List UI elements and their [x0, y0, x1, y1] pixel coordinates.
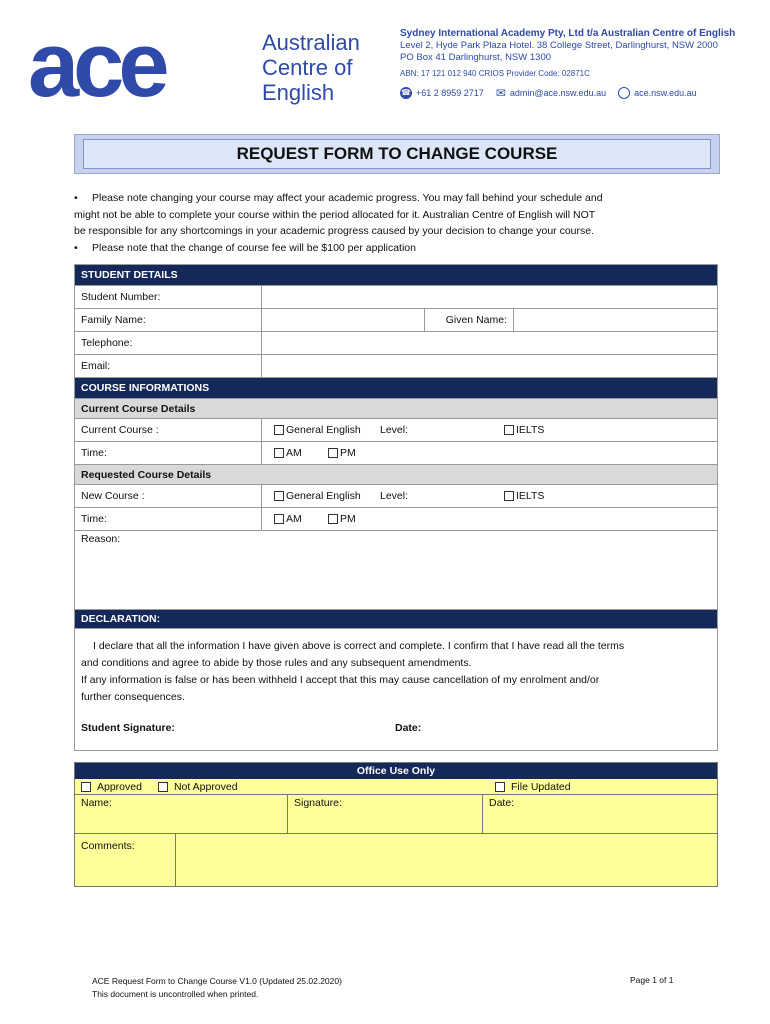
- current-pm-option[interactable]: PM: [328, 447, 356, 459]
- requested-course-subheader: Requested Course Details: [75, 464, 717, 484]
- declaration-line-2: and conditions and agree to abide by those rules and any subsequent amendments.: [81, 657, 472, 669]
- new-ielts-option[interactable]: IELTS: [504, 490, 544, 502]
- new-pm-option[interactable]: PM: [328, 513, 356, 525]
- website-text[interactable]: ace.nsw.edu.au: [634, 88, 697, 98]
- new-level-label: Level:: [380, 490, 409, 502]
- new-am-option[interactable]: AM: [274, 513, 302, 525]
- file-updated-checkbox[interactable]: [495, 782, 505, 792]
- note-2: Please note that the change of course fee will be $100 per application: [92, 241, 416, 254]
- email-label: Email:: [75, 355, 262, 377]
- not-approved-label: Not Approved: [173, 780, 238, 793]
- org-address-1: Level 2, Hyde Park Plaza Hotel. 38 College Street, Darlinghurst, NSW 2000: [400, 40, 718, 51]
- approved-label: Approved: [97, 780, 142, 793]
- checkbox-icon[interactable]: [504, 491, 514, 501]
- footer-uncontrolled: This document is uncontrolled when printed.: [92, 989, 259, 999]
- approved-checkbox[interactable]: [81, 782, 91, 792]
- new-course-options: [262, 485, 717, 507]
- comments-field[interactable]: [176, 834, 717, 886]
- checkbox-icon[interactable]: [328, 448, 338, 458]
- org-address-2: PO Box 41 Darlinghurst, NSW 1300: [400, 52, 552, 63]
- date-label: Date:: [395, 722, 422, 734]
- logo-tagline: [262, 30, 392, 105]
- given-name-label: Given Name:: [425, 309, 514, 331]
- checkbox-icon[interactable]: [274, 425, 284, 435]
- new-course-label: New Course :: [75, 485, 262, 507]
- given-name-field[interactable]: [514, 309, 717, 331]
- email-text[interactable]: admin@ace.nsw.edu.au: [509, 88, 607, 98]
- footer: [92, 975, 342, 1001]
- note-1-line-2: might not be able to complete your course within the period allocated for it. Australian Centre of English will NOT: [74, 208, 596, 221]
- new-general-english-option[interactable]: General English: [274, 490, 361, 502]
- student-details-header: STUDENT DETAILS: [75, 265, 717, 285]
- org-ids: ABN: 17 121 012 940 CRIOS Provider Code: 02871C: [400, 69, 590, 78]
- tagline-line-1: Australian: [262, 30, 360, 55]
- office-use-header: Office Use Only: [75, 763, 717, 779]
- student-number-field[interactable]: [262, 286, 717, 308]
- form-title: REQUEST FORM TO CHANGE COURSE: [236, 144, 558, 163]
- new-time-label: Time:: [75, 508, 262, 530]
- contact-bar: [400, 86, 760, 100]
- current-general-english-option[interactable]: General English: [274, 424, 361, 436]
- reason-label: Reason:: [81, 533, 121, 545]
- new-time-options: [262, 508, 717, 530]
- course-info-header: COURSE INFORMATIONS: [75, 377, 717, 398]
- file-updated-label: File Updated: [511, 780, 571, 793]
- checkbox-icon[interactable]: [274, 491, 284, 501]
- notes: • Please note changing your course may affect your academic progress. You may fall behind your schedule and might not be able to complete your course within the period allocated for it. Australian Centre of English will NOT be responsible for any shortcomings in your academic progress caused by your decision to change your course. • Please note that the change of course fee will be $100 per application: [74, 190, 724, 256]
- declaration-line-3: If any information is false or has been withheld I accept that this may cause cancellation of my enrolment and/or: [81, 674, 600, 686]
- student-signature-label: Student Signature:: [81, 722, 175, 734]
- form-title-box: [74, 134, 720, 174]
- email-field[interactable]: [262, 355, 717, 377]
- declaration-body: [75, 628, 717, 750]
- student-number-label: Student Number:: [75, 286, 262, 308]
- checkbox-icon[interactable]: [328, 514, 338, 524]
- current-time-label: Time:: [75, 442, 262, 464]
- logo-mark: ace: [28, 28, 164, 108]
- not-approved-checkbox[interactable]: [158, 782, 168, 792]
- tagline-line-2: Centre of: [262, 55, 353, 80]
- footer-version: ACE Request Form to Change Course V1.0 (Updated 25.02.2020): [92, 976, 342, 986]
- current-ielts-option[interactable]: IELTS: [504, 424, 544, 436]
- current-course-subheader: Current Course Details: [75, 398, 717, 418]
- student-course-table: [74, 264, 718, 751]
- telephone-label: Telephone:: [75, 332, 262, 354]
- organization-details: [400, 28, 760, 78]
- tagline-line-3: English: [262, 80, 335, 105]
- checkbox-icon[interactable]: [274, 448, 284, 458]
- office-name-field[interactable]: Name:: [75, 795, 288, 833]
- current-level-label: Level:: [380, 424, 409, 436]
- phone-icon: ☎: [401, 88, 411, 97]
- note-1-line-1: Please note changing your course may affect your academic progress. You may fall behind your schedule and: [92, 192, 603, 204]
- current-time-options: [262, 442, 717, 464]
- family-name-field[interactable]: [262, 309, 425, 331]
- comments-label: Comments:: [75, 834, 176, 886]
- family-name-label: Family Name:: [75, 309, 262, 331]
- globe-icon: [618, 87, 630, 99]
- reason-field[interactable]: [75, 530, 717, 609]
- declaration-header: DECLARATION:: [75, 609, 717, 628]
- declaration-line-4: further consequences.: [81, 691, 185, 703]
- page-number: Page 1 of 1: [630, 975, 674, 985]
- office-date-field[interactable]: Date:: [489, 797, 515, 809]
- note-1-line-3: be responsible for any shortcomings in your academic progress caused by your decision to change your course.: [74, 225, 595, 237]
- current-course-options: [262, 419, 717, 441]
- checkbox-icon[interactable]: [274, 514, 284, 524]
- phone-text: +61 2 8959 2717: [416, 88, 484, 98]
- office-use-table: [74, 762, 718, 887]
- telephone-field[interactable]: [262, 332, 717, 354]
- checkbox-icon[interactable]: [504, 425, 514, 435]
- org-name: Sydney International Academy Pty, Ltd t/a Australian Centre of English: [400, 28, 736, 39]
- email-icon: ✉: [495, 86, 506, 100]
- current-course-label: Current Course :: [75, 419, 262, 441]
- office-signature-field[interactable]: Signature:: [288, 795, 483, 833]
- declaration-line-1: I declare that all the information I have given above is correct and complete. I confirm that I have read all the terms: [93, 640, 625, 652]
- current-am-option[interactable]: AM: [274, 447, 302, 459]
